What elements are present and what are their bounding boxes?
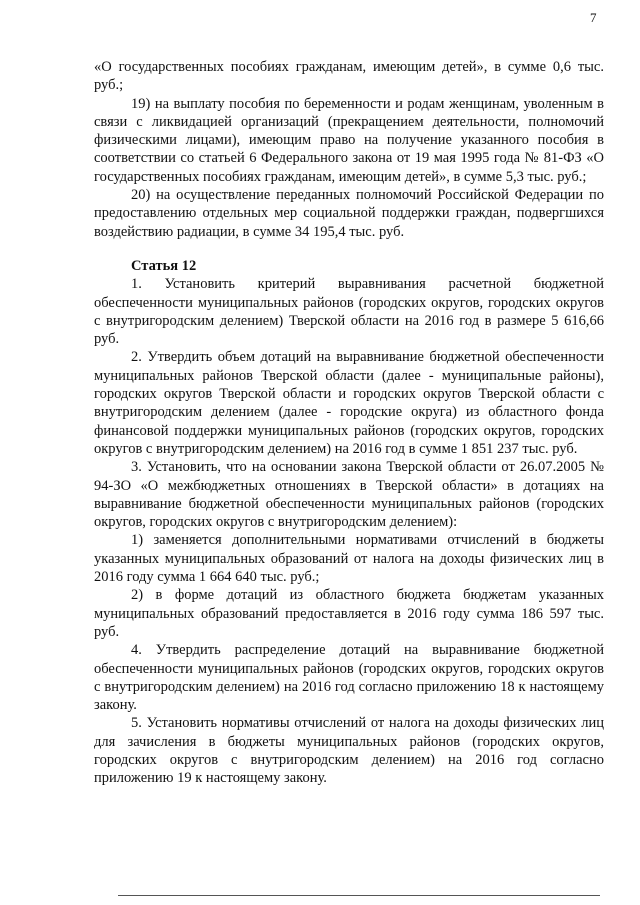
article-subitem-1: 1) заменяется дополнительными нормативами отчислений в бюджеты указанных муниципальных образований от налога на доходы физических лиц в 2016 году сумма 1 664 640 тыс. руб.;: [94, 532, 604, 586]
document-body: [94, 58, 604, 788]
article-subitem-2: 2) в форме дотаций из областного бюджета бюджетам указанных муниципальных образований предоставляется в 2016 году сумма 186 597 тыс. руб.: [94, 587, 604, 640]
page-number: 7: [590, 10, 597, 25]
article-paragraph-4: 4. Утвердить распределение дотаций на выравнивание бюджетной обеспеченности муниципальных районов (городских округов, городских округов с внутригородским делением) на 2016 год согласно приложению 18 к настоящему закону.: [94, 642, 604, 714]
article-paragraph-5: 5. Установить нормативы отчислений от налога на доходы физических лиц для зачисления в бюджеты муниципальных районов (городских округов, городских округов с внутригородским делением) на 2016 год согласно приложению 19 к настоящему закону.: [94, 715, 604, 787]
paragraph-continuation: «О государственных пособиях гражданам, имеющим детей», в сумме 0,6 тыс. руб.;: [94, 59, 604, 94]
paragraph-item-19: 19) на выплату пособия по беременности и родам женщинам, уволенным в связи с ликвидацией организаций (прекращением деятельности, полномочий физическими лицами), имеющим право на получение указанного пособия в соответствии со статьей 6 Федерального закона от 19 мая 1995 года № 81-ФЗ «О государственных пособиях гражданам, имеющим детей», в сумме 5,3 тыс. руб.;: [94, 95, 604, 185]
paragraph-item-20: 20) на осуществление переданных полномочий Российской Федерации по предоставлению отдельных мер социальной поддержки граждан, подвергшихся воздействию радиации, в сумме 34 195,4 тыс. руб.: [94, 187, 604, 240]
bottom-divider: [118, 895, 600, 896]
article-paragraph-3: 3. Установить, что на основании закона Тверской области от 26.07.2005 № 94-ЗО «О межбюджетных отношениях в Тверской области» в дотациях на выравнивание бюджетной обеспеченности муниципальных районов (городских округов, городских округов с внутригородским делением):: [94, 459, 604, 531]
article-paragraph-2: 2. Утвердить объем дотаций на выравнивание бюджетной обеспеченности муниципальных районов Тверской области (далее - муниципальные районы), городских округов Тверской области и городских округов Тверской области с внутригородским делением (далее - городские округа) из областного фонда финансовой поддержки муниципальных районов (городских округов, городских округов с внутригородским делением) на 2016 год в сумме 1 851 237 тыс. руб.: [94, 349, 604, 457]
article-paragraph-1: 1. Установить критерий выравнивания расчетной бюджетной обеспеченности муниципальных районов (городских округов, городских округов с внутригородским делением) Тверской области на 2016 год в размере 5 616,66 руб.: [94, 276, 604, 348]
article-title: Статья 12: [131, 257, 197, 274]
